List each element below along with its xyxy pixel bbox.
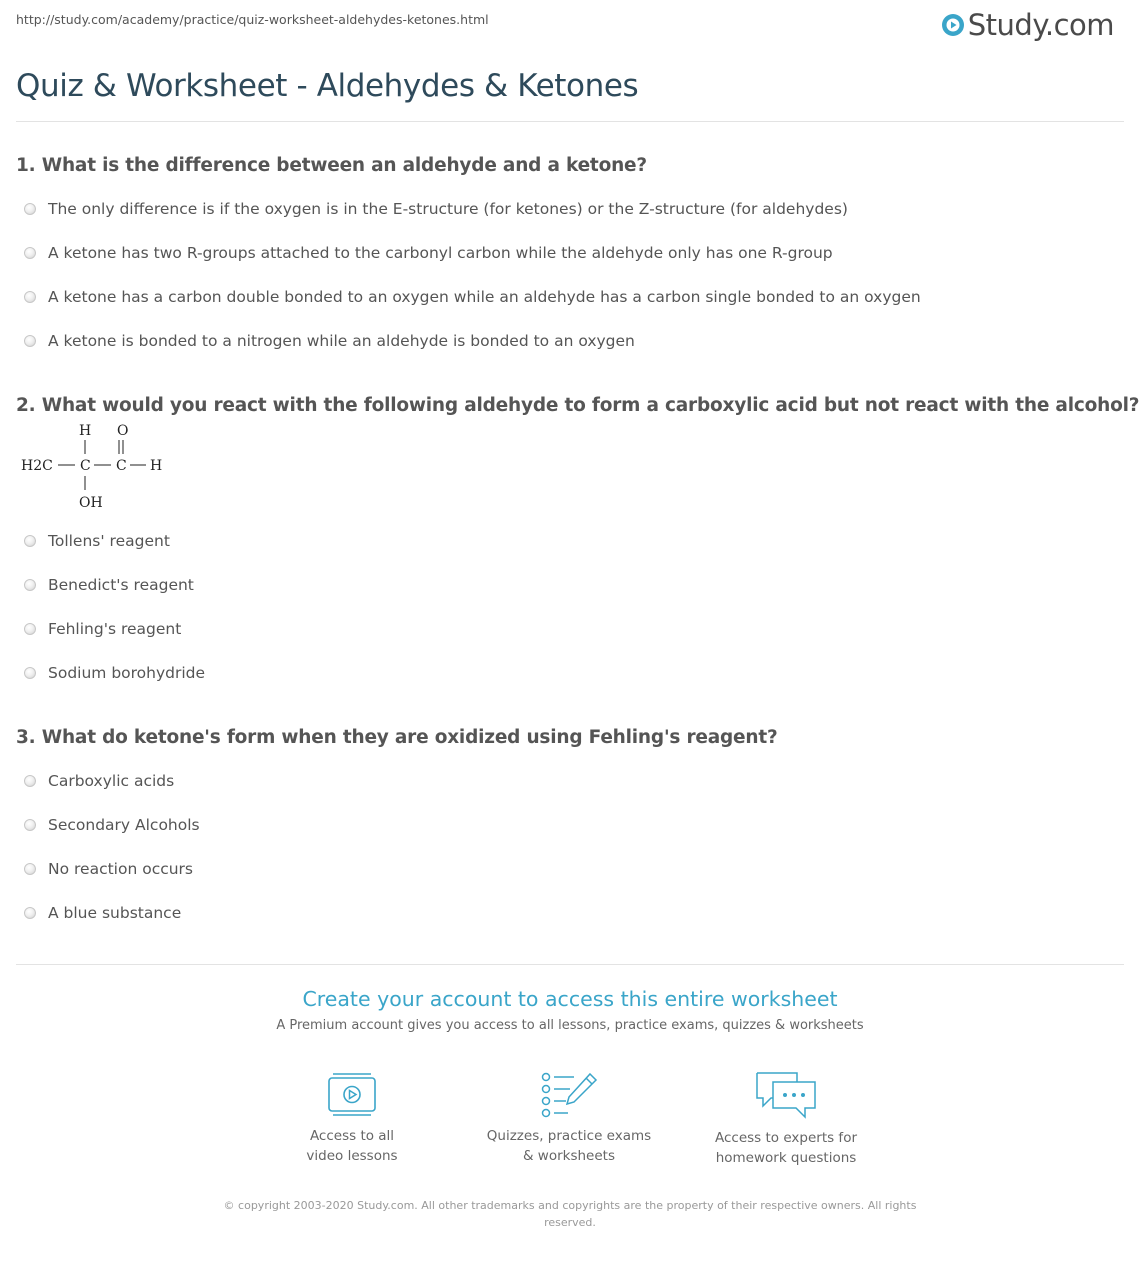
option-label: Carboxylic acids — [48, 772, 175, 790]
radio-button-icon[interactable] — [24, 775, 36, 787]
question-1-title: 1. What is the difference between an aldehyde and a ketone? — [16, 155, 647, 176]
question-2-option-a[interactable] — [24, 532, 170, 550]
feature-label-line2: & worksheets — [522, 1148, 615, 1164]
option-label: Sodium borohydride — [48, 664, 206, 682]
chat-experts-icon — [753, 1070, 819, 1120]
question-1-option-b[interactable] — [24, 244, 833, 262]
question-3-option-b[interactable] — [24, 816, 200, 834]
radio-button-icon[interactable] — [24, 863, 36, 875]
copyright-notice: © copyright 2003-2020 Study.com. All other trademarks and copyrights are the property of their respective owners. All rights reserved. — [223, 1199, 917, 1229]
question-2-option-d[interactable] — [24, 664, 205, 682]
radio-button-icon[interactable] — [24, 907, 36, 919]
brand-name: Study.com — [967, 8, 1114, 42]
feature-video-lessons — [267, 1070, 437, 1166]
question-3-option-a[interactable] — [24, 772, 174, 790]
aldehyde-structure-diagram — [20, 420, 180, 515]
option-label: A ketone has a carbon double bonded to an oxygen while an aldehyde has a carbon single bonded to an oxygen — [48, 288, 921, 306]
question-2-option-b[interactable] — [24, 576, 194, 594]
question-1-option-d[interactable] — [24, 332, 635, 350]
radio-button-icon[interactable] — [24, 623, 36, 635]
option-label: A blue substance — [48, 904, 182, 922]
option-label: A ketone has two R-groups attached to the carbonyl carbon while the aldehyde only has one R-group — [48, 244, 833, 262]
option-label: A ketone is bonded to a nitrogen while an aldehyde is bonded to an oxygen — [48, 332, 635, 350]
option-label: Fehling's reagent — [48, 620, 182, 638]
feature-label-line1: Quizzes, practice exams — [486, 1128, 652, 1144]
quiz-checklist-icon — [540, 1070, 598, 1118]
feature-quizzes — [484, 1070, 654, 1166]
option-label: The only difference is if the oxygen is in the E-structure (for ketones) or the Z-structure (for aldehydes) — [48, 200, 848, 218]
option-label: No reaction occurs — [48, 860, 194, 878]
radio-button-icon[interactable] — [24, 819, 36, 831]
create-account-link[interactable]: Create your account to access this entire worksheet — [302, 987, 838, 1011]
question-3-title: 3. What do ketone's form when they are oxidized using Fehling's reagent? — [16, 727, 778, 748]
video-lesson-icon — [324, 1070, 380, 1118]
atom-c2: C — [116, 458, 127, 474]
page-url: http://study.com/academy/practice/quiz-worksheet-aldehydes-ketones.html — [16, 12, 489, 27]
question-3-option-c[interactable] — [24, 860, 193, 878]
radio-button-icon[interactable] — [24, 247, 36, 259]
cta-subtitle: A Premium account gives you access to all lessons, practice exams, quizzes & worksheets — [276, 1018, 864, 1033]
radio-button-icon[interactable] — [24, 667, 36, 679]
question-3-option-d[interactable] — [24, 904, 181, 922]
atom-o-top: O — [117, 423, 129, 439]
question-2-option-c[interactable] — [24, 620, 181, 638]
group-oh: OH — [79, 495, 103, 511]
radio-button-icon[interactable] — [24, 535, 36, 547]
atom-h-right: H — [150, 458, 163, 474]
study-logo[interactable] — [941, 8, 1114, 42]
option-label: Tollens' reagent — [48, 532, 170, 550]
option-label: Secondary Alcohols — [48, 816, 200, 834]
radio-button-icon[interactable] — [24, 335, 36, 347]
question-2-title: 2. What would you react with the following aldehyde to form a carboxylic acid but not react with the alcohol? — [16, 395, 1140, 416]
option-label: Benedict's reagent — [48, 576, 194, 594]
play-circle-icon — [941, 13, 965, 37]
atom-h-top: H — [79, 423, 92, 439]
feature-label-line2: homework questions — [715, 1150, 857, 1166]
radio-button-icon[interactable] — [24, 579, 36, 591]
feature-experts — [701, 1070, 871, 1168]
cta-divider — [16, 964, 1124, 965]
radio-button-icon[interactable] — [24, 291, 36, 303]
radio-button-icon[interactable] — [24, 203, 36, 215]
feature-label-line2: video lessons — [306, 1148, 398, 1164]
header-divider — [16, 121, 1124, 122]
page-title: Quiz & Worksheet - Aldehydes & Ketones — [16, 68, 639, 104]
atom-h2c: H2C — [21, 458, 53, 474]
feature-label-line1: Access to all — [309, 1128, 395, 1144]
feature-label-line1: Access to experts for — [714, 1130, 857, 1146]
question-1-option-c[interactable] — [24, 288, 921, 306]
atom-c1: C — [80, 458, 91, 474]
question-1-option-a[interactable] — [24, 200, 848, 218]
